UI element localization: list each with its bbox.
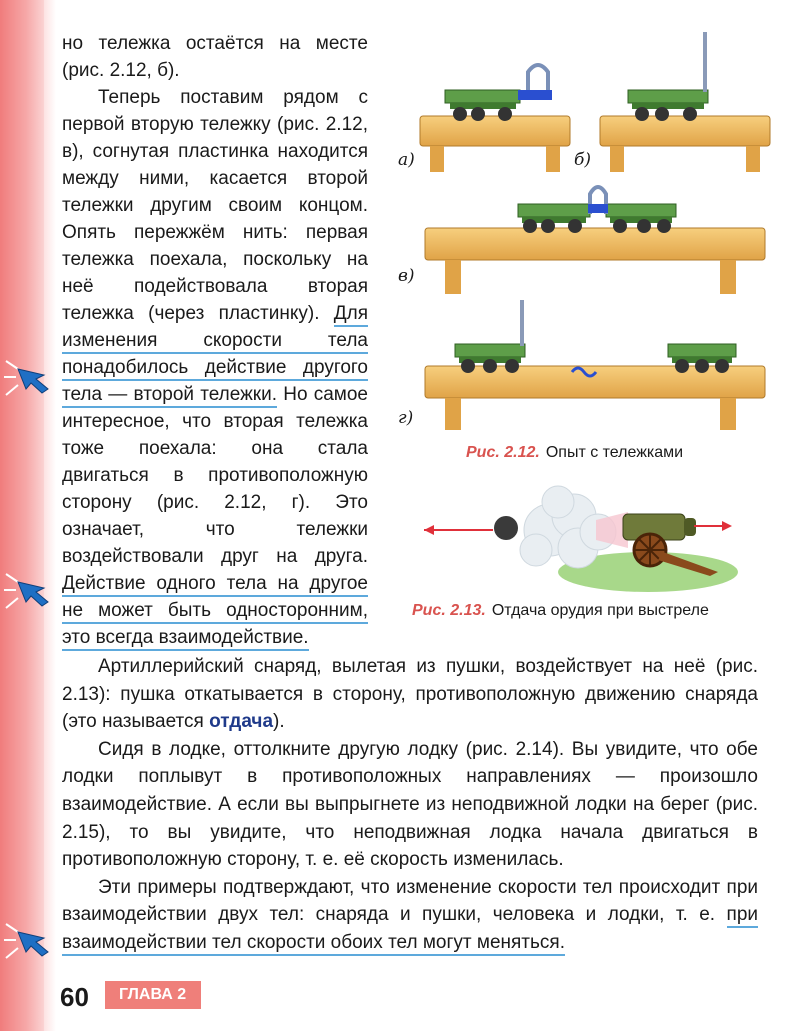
margin-band-fade	[44, 0, 56, 1031]
paragraph	[62, 874, 758, 957]
paragraph	[62, 653, 758, 736]
pointer-arrow-icon	[4, 355, 52, 399]
subfigure-label: в)	[398, 266, 415, 286]
caption-text: Опыт с тележками	[545, 444, 684, 461]
caption-label: Рис. 2.12.	[466, 444, 540, 461]
figure-caption	[466, 444, 683, 462]
chapter-badge: ГЛАВА 2	[105, 981, 201, 1009]
subfigure-label: б)	[574, 150, 592, 170]
cannon-recoil-figure	[418, 480, 738, 595]
text-run: Эти примеры подтверждают, что изменение скорости тел происходит при взаимодействии двух тел: снаряда и пушки, человека и лодки, т. е.	[62, 876, 758, 926]
subfigure-label: а)	[398, 150, 415, 170]
pointer-arrow-icon	[4, 918, 52, 962]
highlighted-statement: при взаимодействии тел скорости обоих тел могут меняться.	[62, 904, 758, 956]
margin-band	[0, 0, 44, 1031]
carts-experiment-figure	[400, 28, 780, 438]
table-c	[425, 187, 765, 294]
table-a	[420, 65, 570, 172]
caption-text: Отдача орудия при выстреле	[491, 602, 709, 619]
highlighted-statement: Для изменения скорости тела понадобилось действие другого тела — второй тележки.	[62, 303, 368, 408]
page-number: 60	[60, 982, 89, 1012]
text-run: Артиллерийский снаряд, вылетая из пушки, воздействует на неё (рис. 2.13): пушка откатывается в сторону, противоположную движению снаряда (это называется	[62, 656, 758, 733]
figure-caption	[412, 602, 709, 620]
paragraph: но тележка остаётся на месте (рис. 2.12, б).	[62, 33, 368, 81]
caption-label: Рис. 2.13.	[412, 602, 486, 619]
paragraph	[62, 84, 368, 651]
full-width-text	[62, 653, 758, 957]
highlighted-statement: Действие одного тела на другое не может быть односторонним, это всегда взаимодействие.	[62, 573, 368, 651]
keyword-term: отдача	[209, 711, 274, 733]
paragraph: Сидя в лодке, оттолкните другую лодку (рис. 2.14). Вы увидите, что обе лодки поплывут в противоположных направлениях — произошло взаимодействие. А если вы выпрыгнете из неподвижной лодки на берег (рис. 2.15), то вы увидите, что неподвижная лодка начала двигаться в противоположную сторону, т. е. её скорость изменилась.	[62, 738, 758, 871]
pointer-arrow-icon	[4, 568, 52, 612]
text-run: Но самое интересное, что вторая тележка тоже поехала: она стала двигаться в противоположную сторону (рис. 2.12, г). Это означает, что тележки воздействовали друг на друга.	[62, 384, 368, 567]
table-b	[600, 32, 770, 172]
text-run: Теперь поставим рядом с первой вторую тележку (рис. 2.12, в), согнутая пластинка находится между ними, касается второй тележки другим своим концом. Опять пережжём нить: первая тележка поехала, поскольку на неё подействовала вторая тележка (через пластинку).	[62, 87, 368, 324]
subfigure-label: г)	[398, 408, 414, 428]
table-d	[425, 300, 765, 430]
text-run: ).	[273, 711, 285, 733]
left-text-column	[62, 30, 368, 651]
